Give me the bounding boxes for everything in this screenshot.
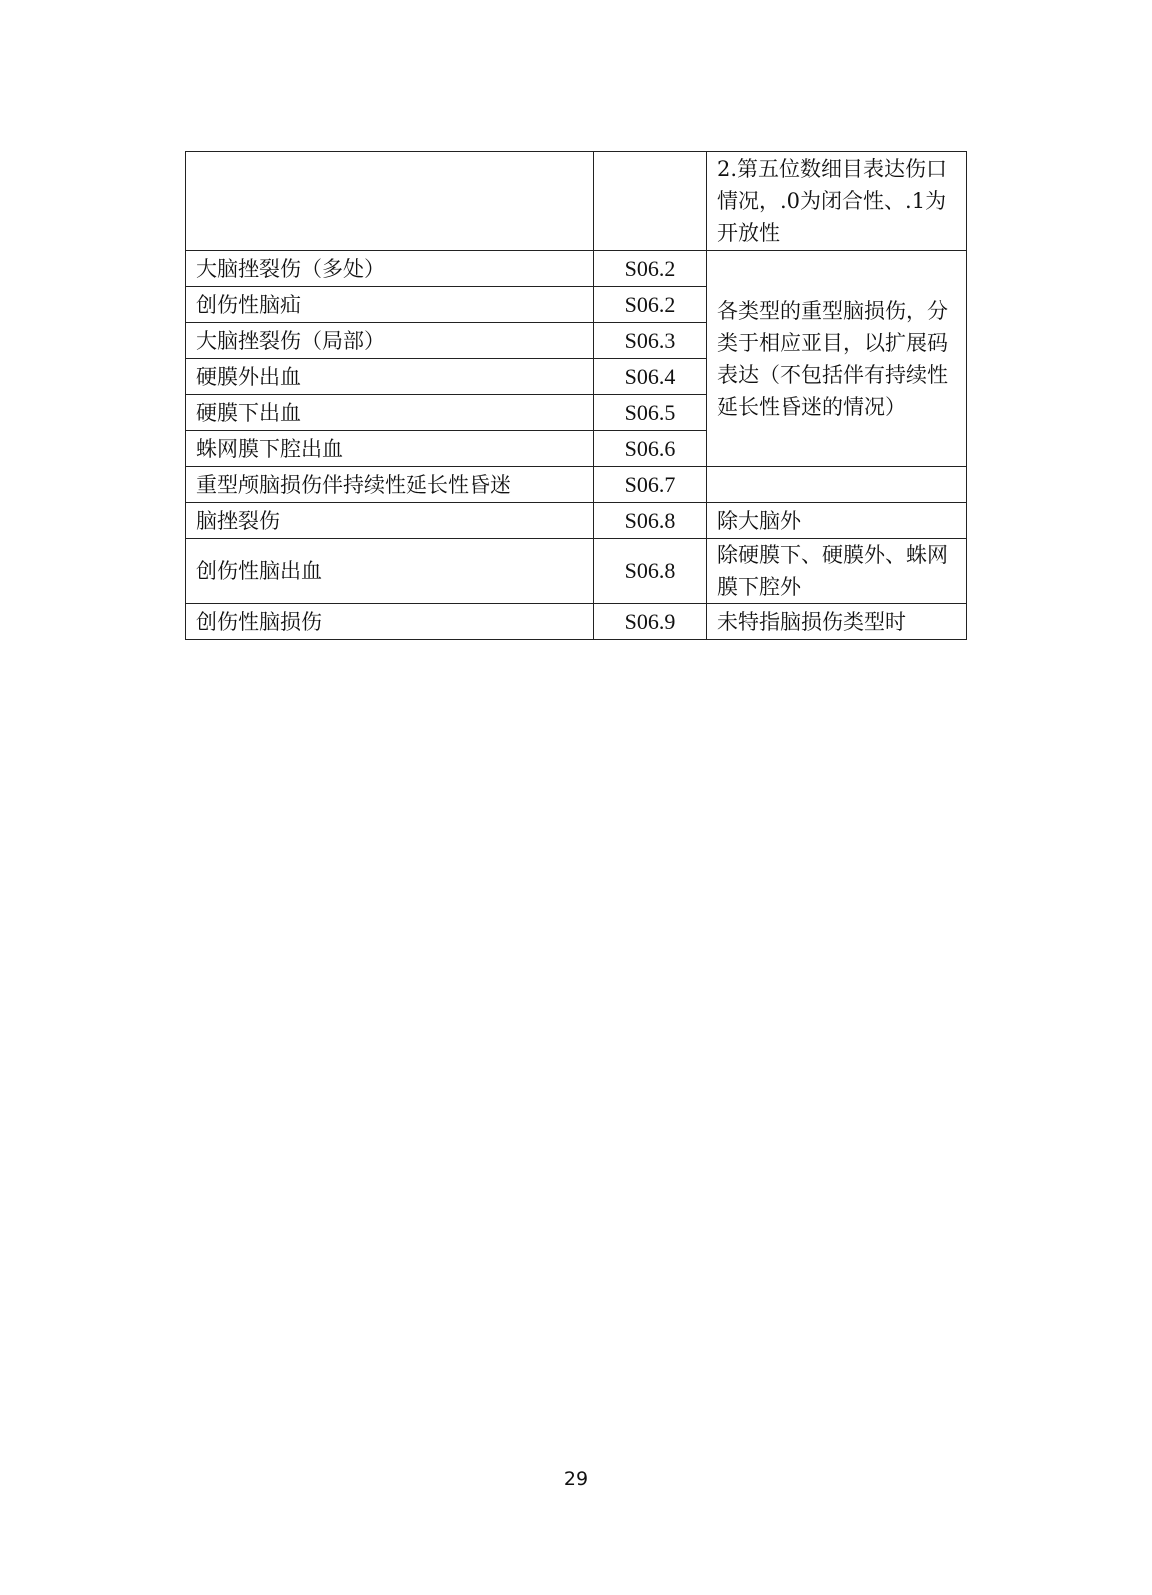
table-row: [186, 467, 967, 503]
diagnosis-name-cell: 创伤性脑疝: [186, 287, 594, 323]
note-cell: 除大脑外: [707, 503, 967, 539]
table-row: [186, 152, 967, 251]
diagnosis-name-cell: 大脑挫裂伤（多处）: [186, 251, 594, 287]
diagnosis-name-cell: 重型颅脑损伤伴持续性延长性昏迷: [186, 467, 594, 503]
icd-code-cell: S06.9: [594, 604, 707, 640]
diagnosis-name-cell: [186, 152, 594, 251]
icd-code-cell: [594, 152, 707, 251]
icd-code-cell: S06.7: [594, 467, 707, 503]
icd-code-cell: S06.4: [594, 359, 707, 395]
icd-code-cell: S06.2: [594, 251, 707, 287]
diagnosis-name-cell: 蛛网膜下腔出血: [186, 431, 594, 467]
diagnosis-name-cell: 大脑挫裂伤（局部）: [186, 323, 594, 359]
table-row: [186, 251, 967, 287]
note-cell: 2.第五位数细目表达伤口情况，.0为闭合性、.1为开放性: [707, 152, 967, 251]
icd-code-cell: S06.2: [594, 287, 707, 323]
merged-note-cell: 各类型的重型脑损伤，分类于相应亚目，以扩展码表达（不包括伴有持续性延长性昏迷的情况）: [707, 251, 967, 467]
icd-code-cell: S06.6: [594, 431, 707, 467]
note-cell: [707, 467, 967, 503]
diagnosis-name-cell: 创伤性脑损伤: [186, 604, 594, 640]
icd-code-cell: S06.3: [594, 323, 707, 359]
diagnosis-code-table: [185, 151, 967, 640]
icd-code-cell: S06.8: [594, 539, 707, 604]
diagnosis-name-cell: 创伤性脑出血: [186, 539, 594, 604]
icd-code-cell: S06.5: [594, 395, 707, 431]
table-row: [186, 604, 967, 640]
diagnosis-name-cell: 硬膜外出血: [186, 359, 594, 395]
icd-code-cell: S06.8: [594, 503, 707, 539]
diagnosis-name-cell: 脑挫裂伤: [186, 503, 594, 539]
note-cell: 未特指脑损伤类型时: [707, 604, 967, 640]
diagnosis-name-cell: 硬膜下出血: [186, 395, 594, 431]
note-cell: 除硬膜下、硬膜外、蛛网膜下腔外: [707, 539, 967, 604]
table-row: [186, 539, 967, 604]
table-row: [186, 503, 967, 539]
page-number: 29: [563, 1468, 589, 1490]
